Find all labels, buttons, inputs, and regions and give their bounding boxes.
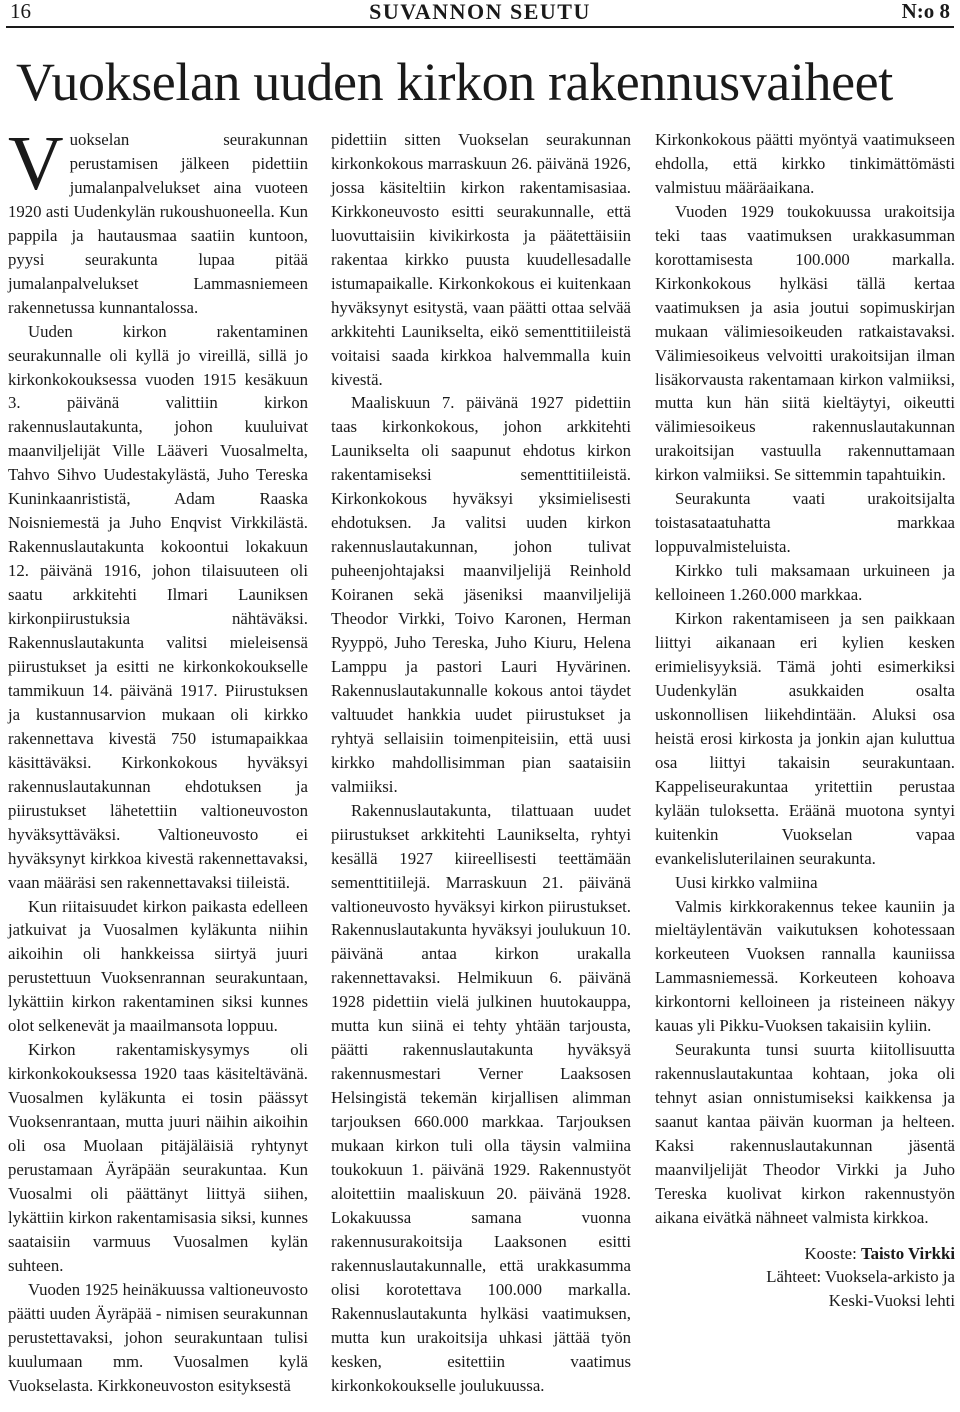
article-paragraph: Vuokselan seurakunnan perustamisen jälkeen pidettiin jumalanpalvelukset aina vuoteen 1920 asti Uudenkylän rukoushuoneella. Kun pappila ja hautausmaa saatiin kuntoon, pyysi seurakunta lupaa pitää jumalanpalvelukset Lammasniemeen rakennetussa kunnantalossa. xyxy=(8,120,308,317)
article-paragraph: Rakennuslautakunta, tilattuaan uudet piirustukset arkkitehti Launikselta, ryhtyi kesällä 1927 kiireellisesti teettämään sementtitiilejä. Marraskuun 21. päivänä valtioneuvosto hyväksyi kirkon piirustukset. Rakennuslautakunta hyväksyi joulukuun 10. päivänä antaa kirkon urakalla rakennettavaksi. Helmikuun 6. päivänä 1928 pidettiin vielä julkinen huutokauppa, mutta kun siinä ei tehty yhtään tarjousta, päätti rakennuslautakunta hyväksyä rakennusmestari Verner Laaksosen Helsingistä tekemän kirjallisen alimman tarjouksen 660.000 markkaa. Tarjouksen mukaan kirkon tuli olla täysin valmiina toukokuun 1. päivänä 1929. Rakennustyöt aloitettiin maaliskuun 20. päivänä 1928. Lokakuussa samana vuonna rakennusurakoitsija Laaksonen esitti rakennuslautakunnalle, että urakkasumma olisi korotettava 100.000 markalla. Rakennuslautakunta hylkäsi vaatimuksen, mutta kun urakoitsija uhkasi jättää työn kesken, esitettiin vaatimus kirkonkokoukselle joulukuussa. xyxy=(331,800,631,1395)
credit-sources-line-1: Lähteet: Vuoksela-arkisto ja xyxy=(766,1267,955,1287)
credit-sources-line-2: Keski-Vuoksi lehti xyxy=(828,1290,955,1310)
article-headline: Vuokselan uuden kirkon rakennusvaiheet xyxy=(16,52,893,112)
article-paragraph: Seurakunta tunsi suurta kiitollisuutta rakennuslautakuntaa kohtaan, joka oli tehnyt asian onnistumiseksi kaikkensa ja saanut kantaa päivän kuorman ja helteen. Kaksi rakennuslautakunnan jäsentä maanviljelijät Theodor Virkki ja Juho Tereska kuolivat kirkon rakennustyön aikana eivätkä nähneet valmista kirkkoa. xyxy=(655,1040,955,1227)
article-column-3 xyxy=(655,128,955,1312)
article-paragraph: Vuoden 1929 toukokuussa urakoitsija teki taas vaatimuksen urakkasumman korottamisesta 100.000 markalla. Kirkonkokous hylkäsi tällä kertaa vaatimuksen ja asia joutui sopimuskirjan mukaan välimiesoikeuden ratkaistavaksi. Välimiesoikeus velvoitti urakoitsijan ilman lisäkorvausta rakentamaan kirkon valmiiksi, mutta kun hän siitä kieltäytyi, oikeutti välimiesoikeus rakennuslautakunnan urakoitsijan vastuulla rakennuttamaan kirkon valmiiksi. Se sittemmin tapahtuikin. xyxy=(655,201,955,485)
article-paragraph: Kirkon rakentamiskysymys oli kirkonkokouksessa 1920 taas käsiteltävänä. Vuosalmen kyläkunta ei tosin päässyt Vuoksenrantaan, mutta juuri näihin aikoihin oli osa Muolaan pitäjäläisiä ryhtynyt perustamaan Äyräpään seurakuntaa. Kun Vuosalmi oli päättänyt liittyä siihen, lykättiin kirkon rakentamisasia siksi, kunnes saataisiin varmuus Vuosalmen kylän suhteen. xyxy=(8,1040,308,1275)
article-paragraph-continued: pidettiin sitten Vuokselan seurakunnan kirkonkokous marraskuun 26. päivänä 1926, jossa käsiteltiin kirkon rakentamisasiaa. Kirkkoneuvosto esitti seurakunnalle, että luovuttaisiin kivikirkosta ja päätettäisiin rakentaa kirkko puusta kuudellesadalle istumapaikalle. Kirkonkokous ei kuitenkaan hyväksynyt esitystä, vaan päätti ottaa selvää arkkitehti Launikselta, eikö sementtitiileistä voitaisi saada kirkkoa halvemmalla kuin kivestä. xyxy=(331,130,631,389)
drop-cap: V xyxy=(8,120,64,206)
article-paragraph: Maaliskuun 7. päivänä 1927 pidettiin taas kirkonkokous, johon arkkitehti Launikselta oli saapunut ehdotus kirkon rakentamiseksi sementtitiileistä. Kirkonkokous hyväksyi yksimielisesti ehdotuksen. Ja valitsi uuden kirkon rakennuslautakunnan, johon tulivat puheenjohtajaksi maanviljelijä Reinhold Koiranen sekä jäseniksi maanviljelijä Theodor Virkki, Toivo Karonen, Herman Ryyppö, Juho Tereska, Juho Kiuru, Helena Lamppu ja pastori Lauri Hyvärinen. Rakennuslautakunnalle kokous antoi täydet valtuudet hankkia uudet piirustukset ja ryhtyä sellaisiin toimenpiteisiin, että uusi kirkko mahdollisimman pian saataisiin valmiiksi. xyxy=(331,393,631,796)
article-paragraph: Kun riitaisuudet kirkon paikasta edelleen jatkuivat ja Vuosalmen kyläkunta niihin aikoihin oli hankkeissa siirtyä juuri perustettuun Vuoksenrannan seurakuntaan, lykättiin kirkon rakentaminen siksi kunnes olot selkenevät ja maailmansota loppuu. xyxy=(8,896,308,1036)
article-paragraph: Uuden kirkon rakentaminen seurakunnalle oli kyllä jo vireillä, sillä jo kirkonkokouksessa vuoden 1915 kesäkuun 3. päivänä valittiin kirkon rakennuslautakunta, johon kuuluivat maanviljelijät Ville Lääveri Vuosalmelta, Tahvo Sihvo Uudestakylästä, Juho Tereska Kuninkaanrististä, Adam Raaska Noisniemestä ja Juho Enqvist Virkkilästä. Rakennuslautakunta kokoontui lokakuun 12. päivänä 1916, johon tilaisuuteen oli saatu arkkitehti Ilmari Launiksen kirkonpiirustuksia nähtäväksi. Rakennuslautakunta valitsi mieleisensä piirustukset ja esitti ne kirkonkokoukselle tammikuun 14. päivänä 1917. Piirustuksen ja kustannusarvion mukaan oli kirkko rakennettava kivestä 750 istumapaikkaa käsittäväksi. Kirkonkokous hyväksyi rakennuslautakunnan ehdotuksen ja piirustukset lähetettiin valtioneuvoston hyväksyttäväksi. Valtioneuvosto ei hyväksynyt kirkkoa kivestä rakennettavaksi, vaan määräsi sen rakennettavaksi tiileistä. xyxy=(8,321,308,892)
article-paragraph: Kirkko tuli maksamaan urkuineen ja kelloineen 1.260.000 markkaa. xyxy=(655,561,955,605)
article-paragraph-continued: Kirkonkokous päätti myöntyä vaatimukseen ehdolla, että kirkko tinkimättömästi valmistuu määräaikana. xyxy=(655,130,955,197)
article-column-2 xyxy=(331,128,631,1398)
article-paragraph: Vuoden 1925 heinäkuussa valtioneuvosto päätti uuden Äyräpää - nimisen seurakunnan perustettavaksi, johon seurakuntaan tulisi kuulumaan mm. Vuosalmen kylä Vuokselasta. Kirkkoneuvoston esityksestä xyxy=(8,1279,308,1395)
compiler-name: Taisto Virkki xyxy=(860,1243,955,1263)
masthead xyxy=(6,0,954,28)
article-column-1 xyxy=(8,120,308,1398)
credit-compiler xyxy=(655,1242,955,1266)
article-paragraph: Kirkon rakentamiseen ja sen paikkaan liittyi aikanaan eri kylien kesken erimielisyyksiä. Tämä johti esimerkiksi Uudenkylän asukkaiden osalta uskonnollisen liikehdintään. Aluksi osa heistä erosi kirkosta ja jonkin ajan kuluttua osa liittyi takaisin seurakuntaan. Kappeliseurakuntaa yritettiin perustaa kylään tuloksetta. Eräänä muotona syntyi kuitenkin Vuokselan vapaa evankelisluterilainen seurakunta. xyxy=(655,609,955,868)
publication-name: SUVANNON SEUTU xyxy=(369,0,591,24)
issue-number: N:o 8 xyxy=(901,0,950,23)
page-number: 16 xyxy=(10,0,31,23)
article-subheading: Uusi kirkko valmiina xyxy=(675,872,818,892)
article-credits xyxy=(655,1242,955,1313)
article-paragraph: Seurakunta vaati urakoitsijalta toistasataatuhatta markkaa loppuvalmisteluista. xyxy=(655,489,955,557)
compiler-label: Kooste: xyxy=(804,1243,857,1263)
article-paragraph: Valmis kirkkorakennus tekee kauniin ja mieltäylentävän vaikutuksen kohotessaan korkeuteen Vuoksen rannalla kauniissa Lammasniemessä. Korkeuteen kohoava kirkontorni kelloineen ja risteineen näkyy kauas yli Pikku-Vuoksen takaisiin kyliin. xyxy=(655,896,955,1036)
